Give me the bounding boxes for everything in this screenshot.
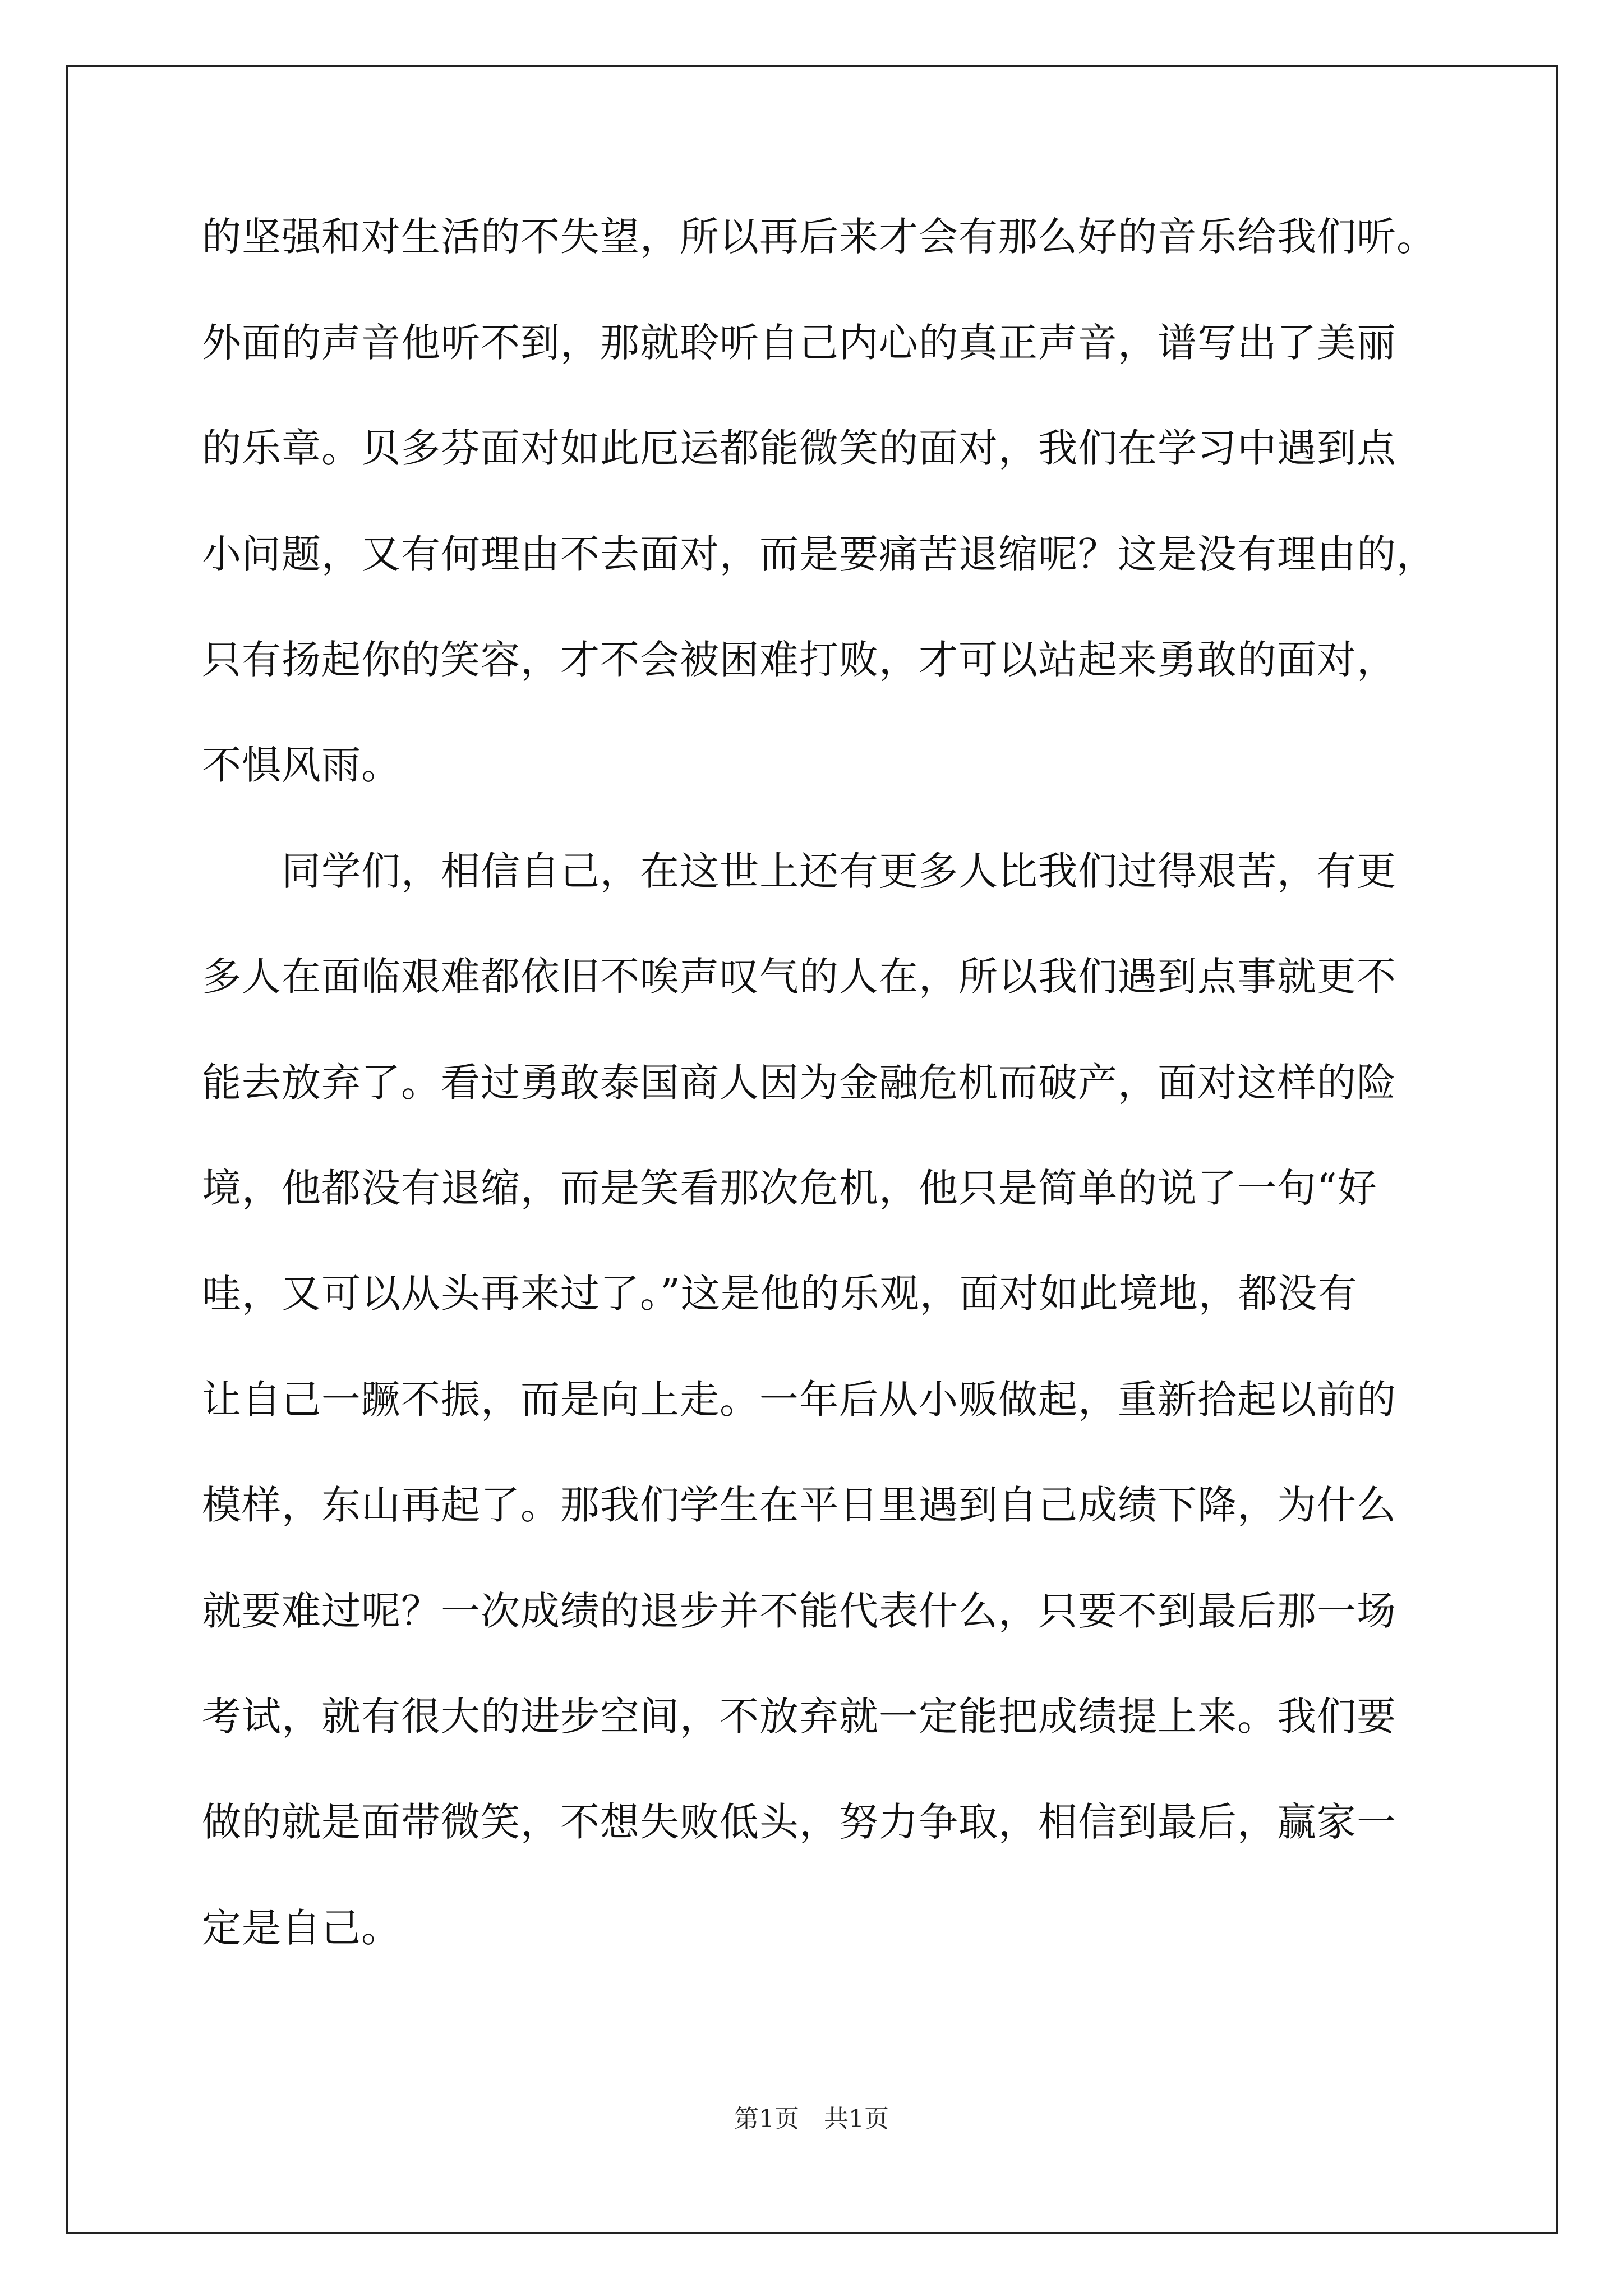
text-line: 能去放弃了。看过勇敢泰国商人因为金融危机而破产，面对这样的险 <box>202 1060 1396 1106</box>
text-line: 考试，就有很大的进步空间，不放弃就一定能把成绩提上来。我们要 <box>202 1694 1396 1740</box>
text-line: 的坚强和对生活的不失望，所以再后来才会有那么好的音乐给我们听。 <box>202 214 1436 260</box>
text-line: 做的就是面带微笑，不想失败低头，努力争取，相信到最后，赢家一 <box>202 1799 1396 1845</box>
page-footer: 第1页 共1页 <box>734 2105 889 2133</box>
text-line: 只有扬起你的笑容，才不会被困难打败，才可以站起来勇敢的面对， <box>202 637 1396 683</box>
text-line: 模样，东山再起了。那我们学生在平日里遇到自己成绩下降，为什么 <box>202 1482 1396 1528</box>
text-line: 多人在面临艰难都依旧不唉声叹气的人在，所以我们遇到点事就更不 <box>202 954 1396 1000</box>
text-line: 的乐章。贝多芬面对如此厄运都能微笑的面对，我们在学习中遇到点 <box>202 425 1396 471</box>
text-line: 哇，又可以从头再来过了。”这是他的乐观，面对如此境地，都没有 <box>202 1271 1358 1317</box>
text-line: 境，他都没有退缩，而是笑看那次危机，他只是简单的说了一句“好 <box>202 1165 1377 1211</box>
text-line: 外面的声音他听不到，那就聆听自己内心的真正声音，谱写出了美丽 <box>202 320 1396 366</box>
text-line: 让自己一蹶不振，而是向上走。一年后从小贩做起，重新拾起以前的 <box>202 1377 1396 1423</box>
text-line: 小问题，又有何理由不去面对，而是要痛苦退缩呢？这是没有理由的， <box>202 531 1436 577</box>
text-line: 就要难过呢？一次成绩的退步并不能代表什么，只要不到最后那一场 <box>202 1588 1396 1634</box>
text-line: 同学们，相信自己，在这世上还有更多人比我们过得艰苦，有更 <box>202 848 1396 894</box>
text-line: 不惧风雨。 <box>202 742 401 788</box>
text-line: 定是自己。 <box>202 1905 401 1951</box>
